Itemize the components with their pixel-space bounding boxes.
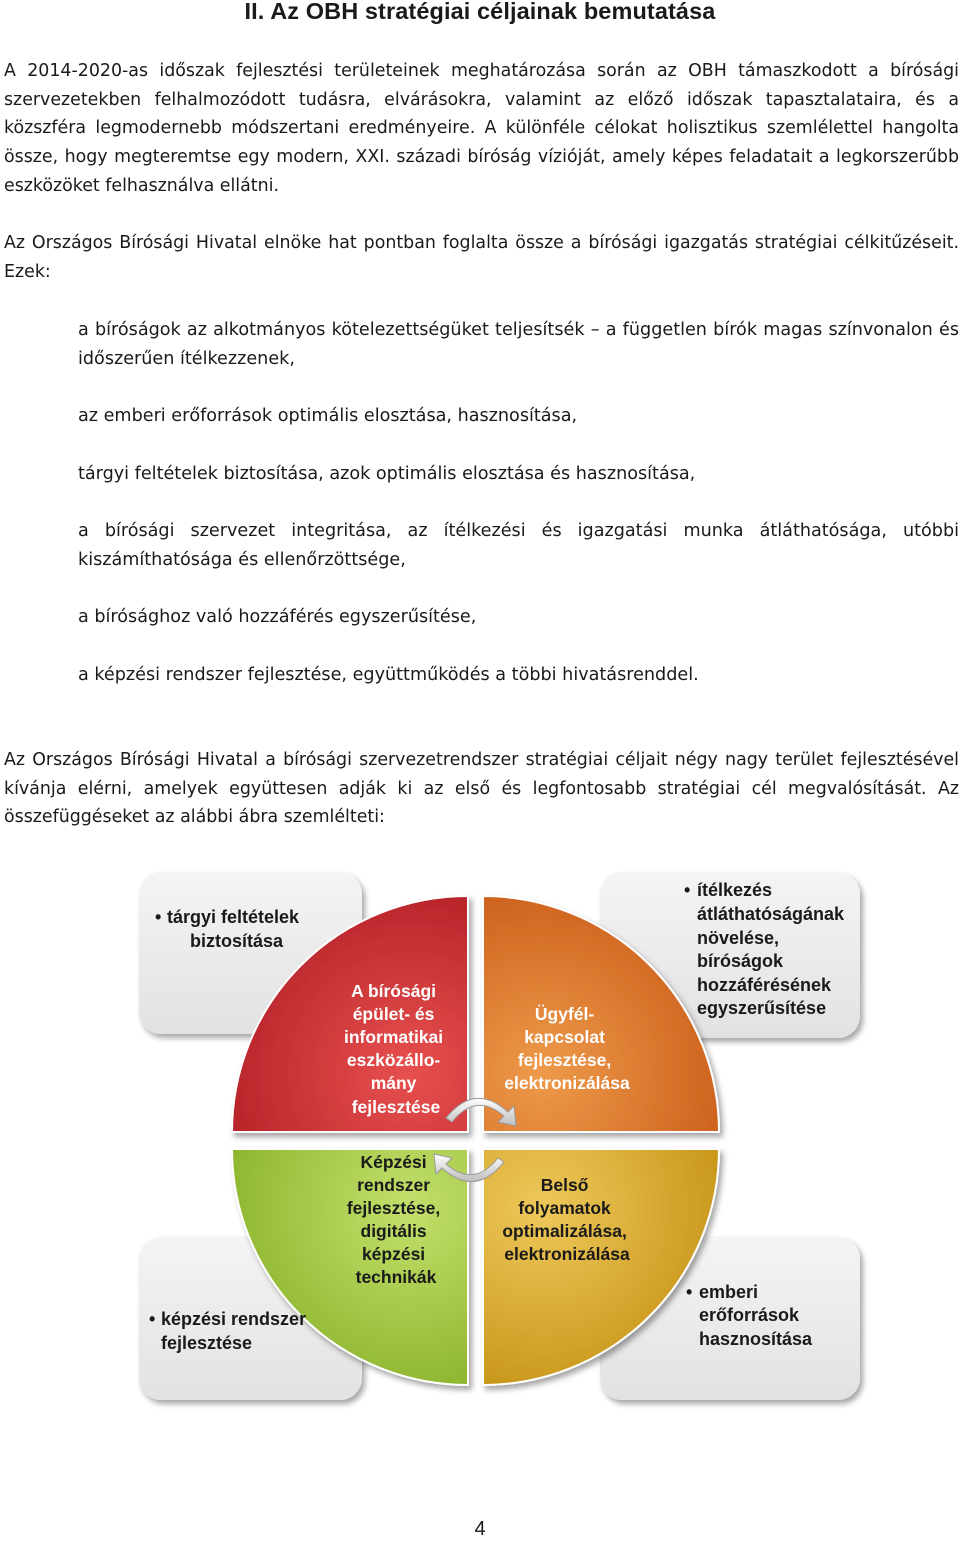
box-top-right-text: • ítélkezés átláthatóságának növelése, bíróságok hozzáférésének egyszerűsítése [684, 880, 845, 1018]
bullet: • [684, 880, 691, 900]
strategic-goals-list [78, 316, 959, 718]
goal-item: a bírósághoz való hozzáférés egyszerűsítése, [78, 607, 477, 628]
quadrant-bottom-right-text: Belső folyamatok optimalizálása, elektronizálása [502, 1175, 630, 1264]
intro-paragraph: A 2014-2020-as időszak fejlesztési területeinek meghatározása során az OBH támaszkodott a bírósági szervezetekben felhalmozódott tudásra, elvárásokra, valamint az előző időszak tapasztalataira, és a közszféra legmodernebb módszertani eredményeire. A különféle célokat holisztikus szemlélettel hangolta össze, hogy megteremtse egy modern, XXI. századi bíróság vízióját, amely képes feladatait a legkorszerűbb eszközöket felhasználva ellátni. [4, 61, 959, 196]
goals-intro-paragraph: Az Országos Bírósági Hivatal elnöke hat pontban foglalta össze a bírósági igazgatás stratégiai célkitűzéseit. Ezek: [4, 233, 959, 282]
bullet: • [155, 907, 162, 927]
goal-item: a bíróságok az alkotmányos kötelezettségüket teljesítsék – a független bírók magas színvonalon és időszerűen ítélkezzenek, [78, 320, 959, 369]
goal-item: tárgyi feltételek biztosítása, azok optimális elosztása és hasznosítása, [78, 463, 696, 484]
goal-item: az emberi erőforrások optimális elosztása, hasznosítása, [78, 406, 578, 427]
quadrant-top-right-text: Ügyfél- kapcsolat fejlesztése, elektronizálása [504, 1004, 630, 1093]
strategy-quadrant-diagram [0, 860, 960, 1420]
box-bottom-right-text: • emberi erőforrások hasznosítása [686, 1282, 813, 1349]
areas-intro-paragraph: Az Országos Bírósági Hivatal a bírósági szervezetrendszer stratégiai céljait négy nagy terület fejlesztésével kívánja elérni, amelyek együttesen adják ki az első és legfontosabb stratégiai cél megvalósítását. Az összefüggéseket az alábbi ábra szemlélteti: [4, 750, 959, 828]
page-number: 4 [474, 1518, 486, 1540]
quadrant-top-left-text: A bírósági épület- és informatikai eszközállo- mány fejlesztése [343, 981, 444, 1117]
bullet: • [149, 1309, 156, 1329]
goal-item: a képzési rendszer fejlesztése, együttműködés a többi hivatásrenddel. [78, 664, 699, 685]
box-top-left-text: • tárgyi feltételek biztosítása [155, 907, 300, 951]
goal-item: a bírósági szervezet integritása, az ítélkezési és igazgatási munka átláthatósága, utóbbi kiszámíthatósága és ellenőrzöttsége, [78, 521, 959, 570]
bullet: • [686, 1282, 693, 1302]
section-title: II. Az OBH stratégiai céljainak bemutatása [244, 0, 716, 24]
quadrant-bottom-left-text: Képzési rendszer fejlesztése, digitális képzési technikák [346, 1152, 441, 1287]
box-bottom-left-text: • képzési rendszer fejlesztése [149, 1309, 307, 1353]
